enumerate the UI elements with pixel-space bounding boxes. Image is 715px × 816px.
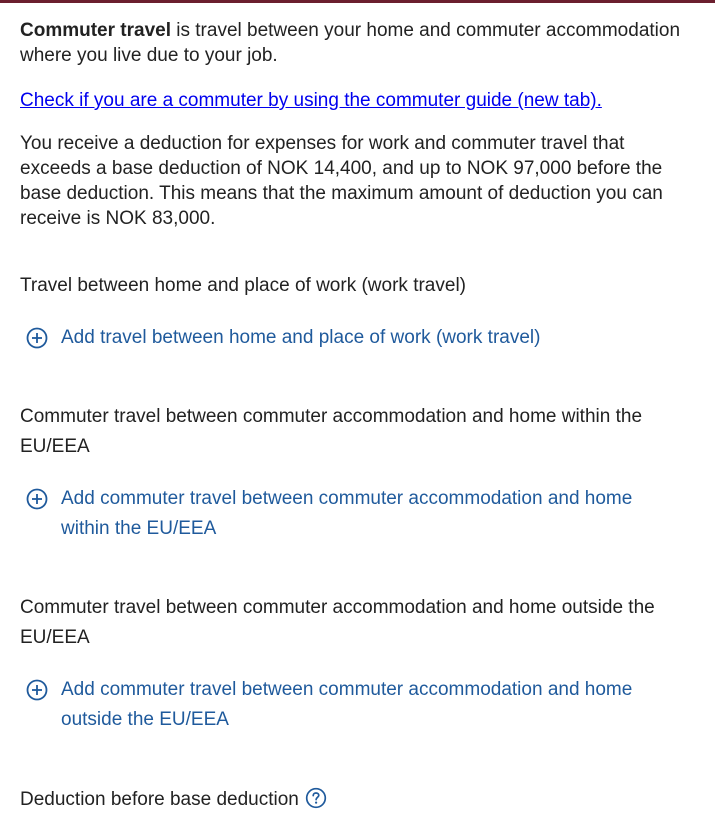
add-commuter-outside-eea-button[interactable] (26, 675, 700, 735)
section-commuter-within-eea (20, 402, 700, 544)
deduction-before-base-label: Deduction before base deduction (20, 789, 299, 810)
deduction-before-base-heading (20, 785, 700, 815)
add-work-travel-label: Add travel between home and place of work (work travel) (61, 327, 541, 348)
plus-circle-icon (26, 327, 48, 349)
intro-paragraph (20, 18, 700, 68)
commuter-guide-link[interactable]: Check if you are a commuter by using the commuter guide (new tab). (20, 90, 602, 111)
section-work-travel (20, 271, 700, 353)
plus-circle-icon (26, 679, 48, 701)
add-commuter-outside-eea-label: Add commuter travel between commuter accommodation and home outside the EU/EEA (61, 679, 633, 730)
top-accent-bar (0, 0, 715, 3)
section-commuter-outside-eea (20, 593, 700, 735)
section-heading-work-travel: Travel between home and place of work (work travel) (20, 275, 466, 296)
intro-term: Commuter travel (20, 20, 171, 41)
commuter-travel-panel (20, 18, 700, 815)
section-heading-outside-eea: Commuter travel between commuter accommodation and home outside the EU/EEA (20, 597, 655, 648)
intro-text: is travel between your home and commuter accommodation where you live due to your job. (20, 20, 681, 66)
deduction-before-base-row (20, 785, 700, 815)
add-commuter-within-eea-button[interactable] (26, 484, 700, 544)
add-commuter-within-eea-label: Add commuter travel between commuter accommodation and home within the EU/EEA (61, 488, 633, 539)
help-icon[interactable] (305, 787, 327, 809)
add-work-travel-button[interactable] (26, 323, 700, 353)
plus-circle-icon (26, 488, 48, 510)
section-heading-within-eea: Commuter travel between commuter accommodation and home within the EU/EEA (20, 406, 643, 457)
deduction-explanation: You receive a deduction for expenses for work and commuter travel that exceeds a base deduction of NOK 14,400, and up to NOK 97,000 before the base deduction. This means that the maximum amount of deduction you can receive is NOK 83,000. (20, 133, 663, 229)
